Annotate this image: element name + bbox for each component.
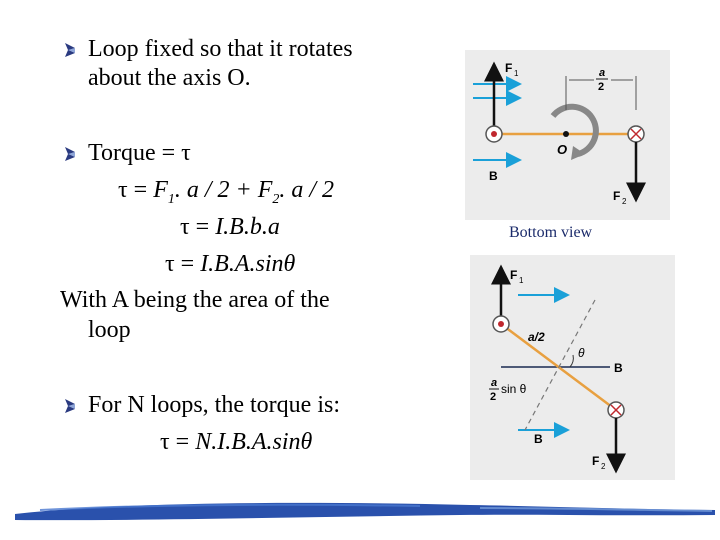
decorative-brush-stroke — [0, 488, 720, 540]
frac-denominator: 2 — [490, 391, 497, 403]
area-line1: With A being the area of the — [60, 287, 330, 313]
theta-label: θ — [578, 346, 585, 360]
axis-o-point — [563, 131, 569, 137]
bullet-icon — [63, 398, 77, 414]
f2-label: F — [592, 454, 600, 468]
eq4-lhs: τ = — [160, 429, 196, 455]
loop-bottom-view-diagram — [470, 255, 675, 480]
a-half-label: a/2 — [528, 330, 545, 344]
a-half-numerator: a — [599, 67, 606, 79]
area-line2: loop — [88, 317, 131, 343]
eq2-rhs: I.B.b.a — [215, 214, 280, 240]
f1-subscript: 1 — [514, 69, 519, 78]
eq1-end: . a / 2 — [279, 177, 335, 203]
eq1-f1-sub: 1 — [167, 191, 175, 207]
bottom-view-caption: Bottom view — [509, 224, 593, 241]
f1-label: F — [510, 268, 518, 282]
sin-theta-label: sin θ — [501, 382, 527, 396]
bullet-icon — [63, 42, 77, 58]
eq1-mid: . a / 2 + F — [174, 177, 273, 203]
f2-subscript: 2 — [622, 197, 627, 206]
f2-label: F — [613, 189, 621, 203]
frac-numerator: a — [491, 377, 498, 389]
torque-heading: Torque = τ — [88, 140, 191, 166]
f2-subscript: 2 — [601, 462, 606, 471]
b-lower-label: B — [534, 432, 543, 446]
loop-side-view-diagram — [465, 50, 670, 220]
torque-equation-4 — [160, 428, 312, 457]
n-loops-line: For N loops, the torque is: — [88, 392, 340, 418]
torque-equation-1 — [118, 176, 334, 214]
eq1-f1: F — [153, 177, 168, 203]
a-half-denominator: 2 — [598, 81, 605, 93]
bullet-icon — [63, 146, 77, 162]
eq2-lhs: τ = — [180, 214, 216, 240]
b-right-label: B — [614, 361, 623, 375]
torque-equation-3 — [165, 250, 295, 279]
eq4-rhs: N.I.B.A.sinθ — [195, 429, 313, 455]
eq1-lhs: τ = — [118, 177, 154, 203]
eq1-f2-sub: 2 — [272, 191, 280, 207]
axis-o-label: O — [557, 142, 568, 157]
b-field-label: B — [489, 169, 498, 183]
eq3-rhs: I.B.A.sinθ — [200, 251, 296, 277]
bullet1-line1: Loop fixed so that it rotates — [88, 36, 353, 62]
eq3-lhs: τ = — [165, 251, 201, 277]
f1-subscript: 1 — [519, 276, 524, 285]
f1-label: F — [505, 61, 513, 75]
bullet1-line2: about the axis O. — [88, 65, 251, 91]
torque-equation-2 — [180, 213, 280, 242]
